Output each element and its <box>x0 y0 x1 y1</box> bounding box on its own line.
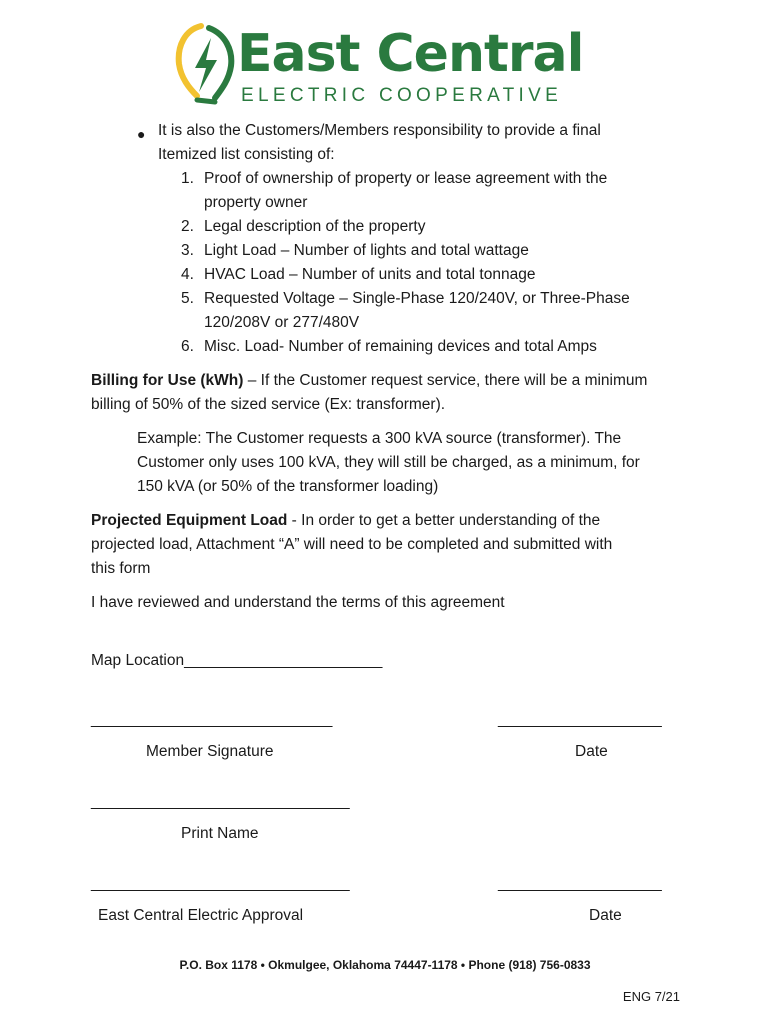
company-logo <box>175 22 605 112</box>
agreement-statement: I have reviewed and understand the terms of this agreement <box>91 594 505 611</box>
list-item-text: property owner <box>204 194 308 211</box>
member-signature-label: Member Signature <box>146 743 274 760</box>
example-line3: 150 kVA (or 50% of the transformer loading) <box>137 478 439 495</box>
list-item-number: 6. <box>181 338 194 355</box>
list-item-text: Misc. Load- Number of remaining devices and total Amps <box>204 338 597 355</box>
intro-bullet-line2: Itemized list consisting of: <box>158 146 335 163</box>
billing-heading: Billing for Use (kWh) <box>91 372 244 389</box>
member-date-label: Date <box>575 743 608 760</box>
list-item-number: 1. <box>181 170 194 187</box>
list-item-number: 4. <box>181 266 194 283</box>
logo-name-sub: ELECTRIC COOPERATIVE <box>241 85 563 106</box>
list-item-text: HVAC Load – Number of units and total tonnage <box>204 266 536 283</box>
approval-date-line[interactable]: ___________________ <box>498 875 662 892</box>
member-date-line[interactable]: ___________________ <box>498 711 662 728</box>
list-item-text: Legal description of the property <box>204 218 426 235</box>
billing-paragraph-line2: billing of 50% of the sized service (Ex: transformer). <box>91 396 446 413</box>
list-item-text: Light Load – Number of lights and total wattage <box>204 242 529 259</box>
example-line2: Customer only uses 100 kVA, they will still be charged, as a minimum, for <box>137 454 640 471</box>
map-location-blank[interactable]: _______________________ <box>184 652 383 669</box>
document-code: ENG 7/21 <box>622 989 680 1004</box>
lightning-bulb-icon <box>175 22 235 112</box>
projected-paragraph-line2: projected load, Attachment “A” will need to be completed and submitted with <box>91 536 613 553</box>
intro-bullet-line1: It is also the Customers/Members responsibility to provide a final <box>158 122 601 139</box>
example-line1: Example: The Customer requests a 300 kVA source (transformer). The <box>137 430 622 447</box>
list-item-text: Requested Voltage – Single-Phase 120/240V, or Three-Phase <box>204 290 630 307</box>
logo-name-main: East Central <box>237 24 584 84</box>
approval-date-label: Date <box>589 907 622 924</box>
bullet-icon: ● <box>137 126 146 142</box>
list-item-number: 3. <box>181 242 194 259</box>
map-location-label: Map Location <box>91 652 185 669</box>
list-item-number: 5. <box>181 290 194 307</box>
projected-paragraph-line1 <box>91 509 600 533</box>
member-signature-line[interactable]: ____________________________ <box>91 711 333 728</box>
list-item-text: 120/208V or 277/480V <box>204 314 360 331</box>
map-location-field[interactable] <box>91 649 382 673</box>
list-item-text: Proof of ownership of property or lease agreement with the <box>204 170 608 187</box>
projected-heading: Projected Equipment Load <box>91 512 288 529</box>
billing-paragraph-line1 <box>91 369 647 393</box>
print-name-line[interactable]: ______________________________ <box>91 793 350 810</box>
projected-paragraph-line3: this form <box>91 560 151 577</box>
projected-text: - In order to get a better understanding of the <box>287 512 601 529</box>
billing-text: – If the Customer request service, there will be a minimum <box>243 372 648 389</box>
list-item-number: 2. <box>181 218 194 235</box>
footer-address: P.O. Box 1178 • Okmulgee, Oklahoma 74447-1178 • Phone (918) 756-0833 <box>179 958 591 972</box>
print-name-label: Print Name <box>181 825 259 842</box>
approval-signature-line[interactable]: ______________________________ <box>91 875 350 892</box>
approval-label: East Central Electric Approval <box>98 907 304 924</box>
